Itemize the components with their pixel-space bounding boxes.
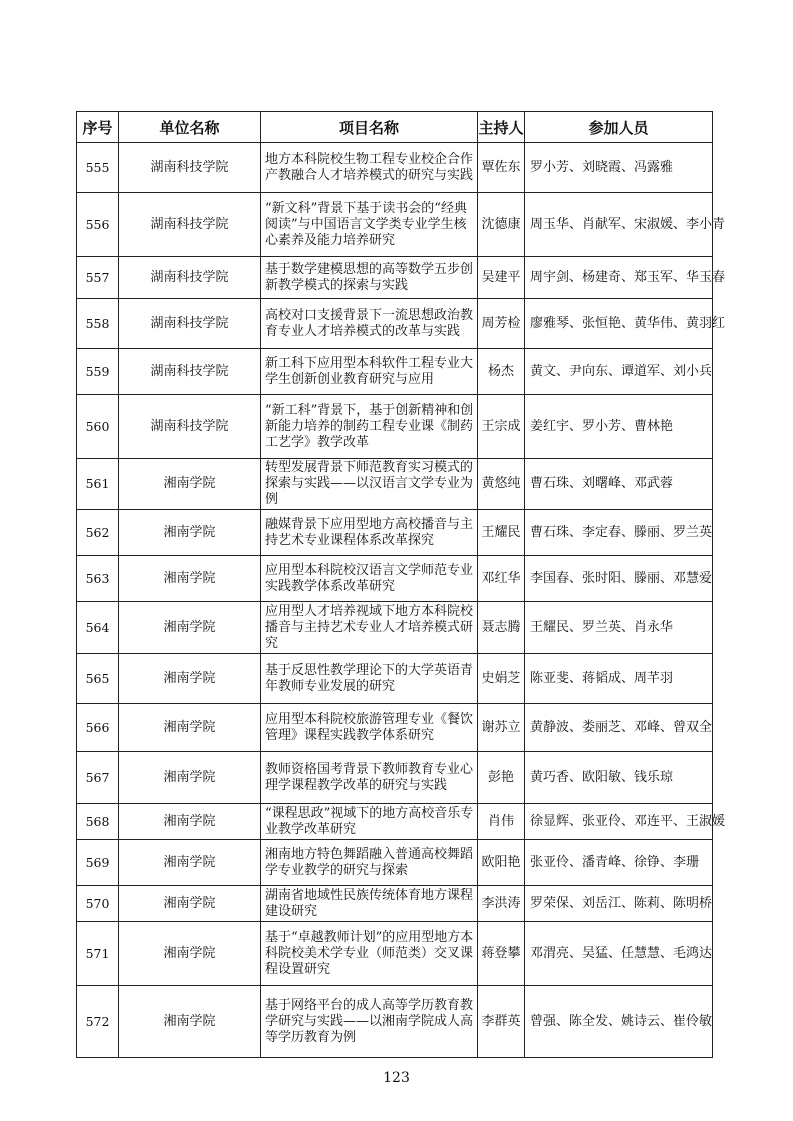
cell-host: 王宗成 xyxy=(478,395,525,459)
cell-host: 王耀民 xyxy=(478,510,525,556)
table-row xyxy=(77,257,713,299)
table-row xyxy=(77,143,713,193)
header-members: 参加人员 xyxy=(525,112,713,143)
cell-project: 地方本科院校生物工程专业校企合作产教融合人才培养模式的研究与实践 xyxy=(261,143,478,193)
cell-no: 558 xyxy=(77,299,119,349)
cell-unit: 湘南学院 xyxy=(119,704,261,752)
cell-host: 沈德康 xyxy=(478,193,525,257)
cell-no: 559 xyxy=(77,349,119,395)
cell-project: “新工科”背景下，基于创新精神和创新能力培养的制药工程专业课《制药工艺学》教学改革 xyxy=(261,395,478,459)
table-row xyxy=(77,886,713,922)
table-row xyxy=(77,704,713,752)
cell-project: 基于网络平台的成人高等学历教育教学研究与实践——以湘南学院成人高等学历教育为例 xyxy=(261,986,478,1058)
table-row xyxy=(77,752,713,804)
cell-unit: 湘南学院 xyxy=(119,556,261,602)
cell-project: “课程思政”视域下的地方高校音乐专业教学改革研究 xyxy=(261,804,478,840)
cell-unit: 湘南学院 xyxy=(119,922,261,986)
table-row xyxy=(77,299,713,349)
cell-project: 应用型人才培养视域下地方本科院校播音与主持艺术专业人才培养模式研究 xyxy=(261,602,478,654)
cell-host: 彭艳 xyxy=(478,752,525,804)
cell-host: 聂志腾 xyxy=(478,602,525,654)
cell-unit: 湘南学院 xyxy=(119,459,261,510)
cell-no: 567 xyxy=(77,752,119,804)
cell-no: 565 xyxy=(77,654,119,704)
cell-project: 教师资格国考背景下教师教育专业心理学课程教学改革的研究与实践 xyxy=(261,752,478,804)
cell-host: 吴建平 xyxy=(478,257,525,299)
cell-project: 应用型本科院校汉语言文学师范专业实践教学体系改革研究 xyxy=(261,556,478,602)
table-row xyxy=(77,510,713,556)
cell-unit: 湘南学院 xyxy=(119,752,261,804)
table-row xyxy=(77,395,713,459)
cell-members: 曹石珠、李定春、滕丽、罗兰英 xyxy=(525,510,713,556)
cell-no: 563 xyxy=(77,556,119,602)
cell-unit: 湘南学院 xyxy=(119,510,261,556)
cell-host: 史娟芝 xyxy=(478,654,525,704)
cell-unit: 湘南学院 xyxy=(119,886,261,922)
cell-unit: 湘南学院 xyxy=(119,602,261,654)
cell-members: 姜红宇、罗小芳、曹林艳 xyxy=(525,395,713,459)
cell-no: 569 xyxy=(77,840,119,886)
cell-host: 杨杰 xyxy=(478,349,525,395)
cell-unit: 湖南科技学院 xyxy=(119,299,261,349)
cell-no: 557 xyxy=(77,257,119,299)
cell-host: 邓红华 xyxy=(478,556,525,602)
cell-project: 融媒背景下应用型地方高校播音与主持艺术专业课程体系改革探究 xyxy=(261,510,478,556)
cell-members: 周玉华、肖献军、宋淑媛、李小青 xyxy=(525,193,713,257)
cell-members: 陈亚斐、蒋韬成、周芊羽 xyxy=(525,654,713,704)
table-row xyxy=(77,349,713,395)
cell-members: 曾强、陈全发、姚诗云、崔伶敏 xyxy=(525,986,713,1058)
cell-no: 572 xyxy=(77,986,119,1058)
table-row xyxy=(77,459,713,510)
cell-unit: 湖南科技学院 xyxy=(119,349,261,395)
cell-host: 黄悠纯 xyxy=(478,459,525,510)
cell-unit: 湘南学院 xyxy=(119,804,261,840)
cell-project: 基于数学建模思想的高等数学五步创新教学模式的探索与实践 xyxy=(261,257,478,299)
cell-unit: 湖南科技学院 xyxy=(119,143,261,193)
header-project: 项目名称 xyxy=(261,112,478,143)
cell-no: 555 xyxy=(77,143,119,193)
cell-project: 湖南省地域性民族传统体育地方课程建设研究 xyxy=(261,886,478,922)
cell-members: 周宇剑、杨建奇、郑玉军、华玉春 xyxy=(525,257,713,299)
cell-members: 黄静波、娄丽芝、邓峰、曾双全 xyxy=(525,704,713,752)
cell-no: 560 xyxy=(77,395,119,459)
cell-unit: 湖南科技学院 xyxy=(119,193,261,257)
table-header-row xyxy=(77,112,713,143)
cell-unit: 湘南学院 xyxy=(119,986,261,1058)
cell-project: 基于“卓越教师计划”的应用型地方本科院校美术学专业（师范类）交叉课程设置研究 xyxy=(261,922,478,986)
cell-no: 566 xyxy=(77,704,119,752)
cell-members: 罗荣保、刘岳江、陈莉、陈明桥 xyxy=(525,886,713,922)
cell-project: 应用型本科院校旅游管理专业《餐饮管理》课程实践教学体系研究 xyxy=(261,704,478,752)
cell-no: 568 xyxy=(77,804,119,840)
cell-members: 黄巧香、欧阳敏、钱乐琼 xyxy=(525,752,713,804)
table-row xyxy=(77,556,713,602)
cell-host: 李洪涛 xyxy=(478,886,525,922)
cell-project: 基于反思性教学理论下的大学英语青年教师专业发展的研究 xyxy=(261,654,478,704)
cell-no: 570 xyxy=(77,886,119,922)
cell-no: 564 xyxy=(77,602,119,654)
cell-project: 湘南地方特色舞蹈融入普通高校舞蹈学专业教学的研究与探索 xyxy=(261,840,478,886)
table-row xyxy=(77,654,713,704)
cell-members: 黄文、尹向东、谭道军、刘小兵 xyxy=(525,349,713,395)
cell-members: 徐显辉、张亚伶、邓连平、王淑媛 xyxy=(525,804,713,840)
table-row xyxy=(77,804,713,840)
cell-members: 廖雅琴、张恒艳、黄华伟、黄羽红 xyxy=(525,299,713,349)
cell-unit: 湖南科技学院 xyxy=(119,395,261,459)
table-row xyxy=(77,922,713,986)
document-sheet xyxy=(76,111,726,1058)
project-table xyxy=(76,111,726,1058)
cell-no: 571 xyxy=(77,922,119,986)
cell-members: 罗小芳、刘晓霞、冯露雅 xyxy=(525,143,713,193)
cell-project: 转型发展背景下师范教育实习模式的探索与实践——以汉语言文学专业为例 xyxy=(261,459,478,510)
cell-host: 欧阳艳 xyxy=(478,840,525,886)
cell-host: 覃佐东 xyxy=(478,143,525,193)
cell-host: 蒋登攀 xyxy=(478,922,525,986)
cell-no: 561 xyxy=(77,459,119,510)
cell-project: “新文科”背景下基于读书会的“经典阅读”与中国语言文学类专业学生核心素养及能力培养研究 xyxy=(261,193,478,257)
table-row xyxy=(77,986,713,1058)
cell-members: 张亚伶、潘青峰、徐铮、李珊 xyxy=(525,840,713,886)
cell-unit: 湘南学院 xyxy=(119,840,261,886)
table-row xyxy=(77,840,713,886)
cell-unit: 湖南科技学院 xyxy=(119,257,261,299)
table-row xyxy=(77,602,713,654)
cell-members: 李国春、张时阳、滕丽、邓慧爱 xyxy=(525,556,713,602)
cell-host: 李群英 xyxy=(478,986,525,1058)
page-number: 123 xyxy=(383,1070,410,1086)
header-no: 序号 xyxy=(77,112,119,143)
header-host: 主持人 xyxy=(478,112,525,143)
header-unit: 单位名称 xyxy=(119,112,261,143)
cell-project: 高校对口支援背景下一流思想政治教育专业人才培养模式的改革与实践 xyxy=(261,299,478,349)
cell-project: 新工科下应用型本科软件工程专业大学生创新创业教育研究与应用 xyxy=(261,349,478,395)
cell-members: 曹石珠、刘曙峰、邓武蓉 xyxy=(525,459,713,510)
cell-members: 邓渭亮、吴猛、任慧慧、毛鸿达 xyxy=(525,922,713,986)
cell-unit: 湘南学院 xyxy=(119,654,261,704)
cell-no: 556 xyxy=(77,193,119,257)
cell-host: 周芳检 xyxy=(478,299,525,349)
cell-host: 肖伟 xyxy=(478,804,525,840)
cell-no: 562 xyxy=(77,510,119,556)
cell-host: 谢苏立 xyxy=(478,704,525,752)
table-row xyxy=(77,193,713,257)
cell-members: 王耀民、罗兰英、肖永华 xyxy=(525,602,713,654)
